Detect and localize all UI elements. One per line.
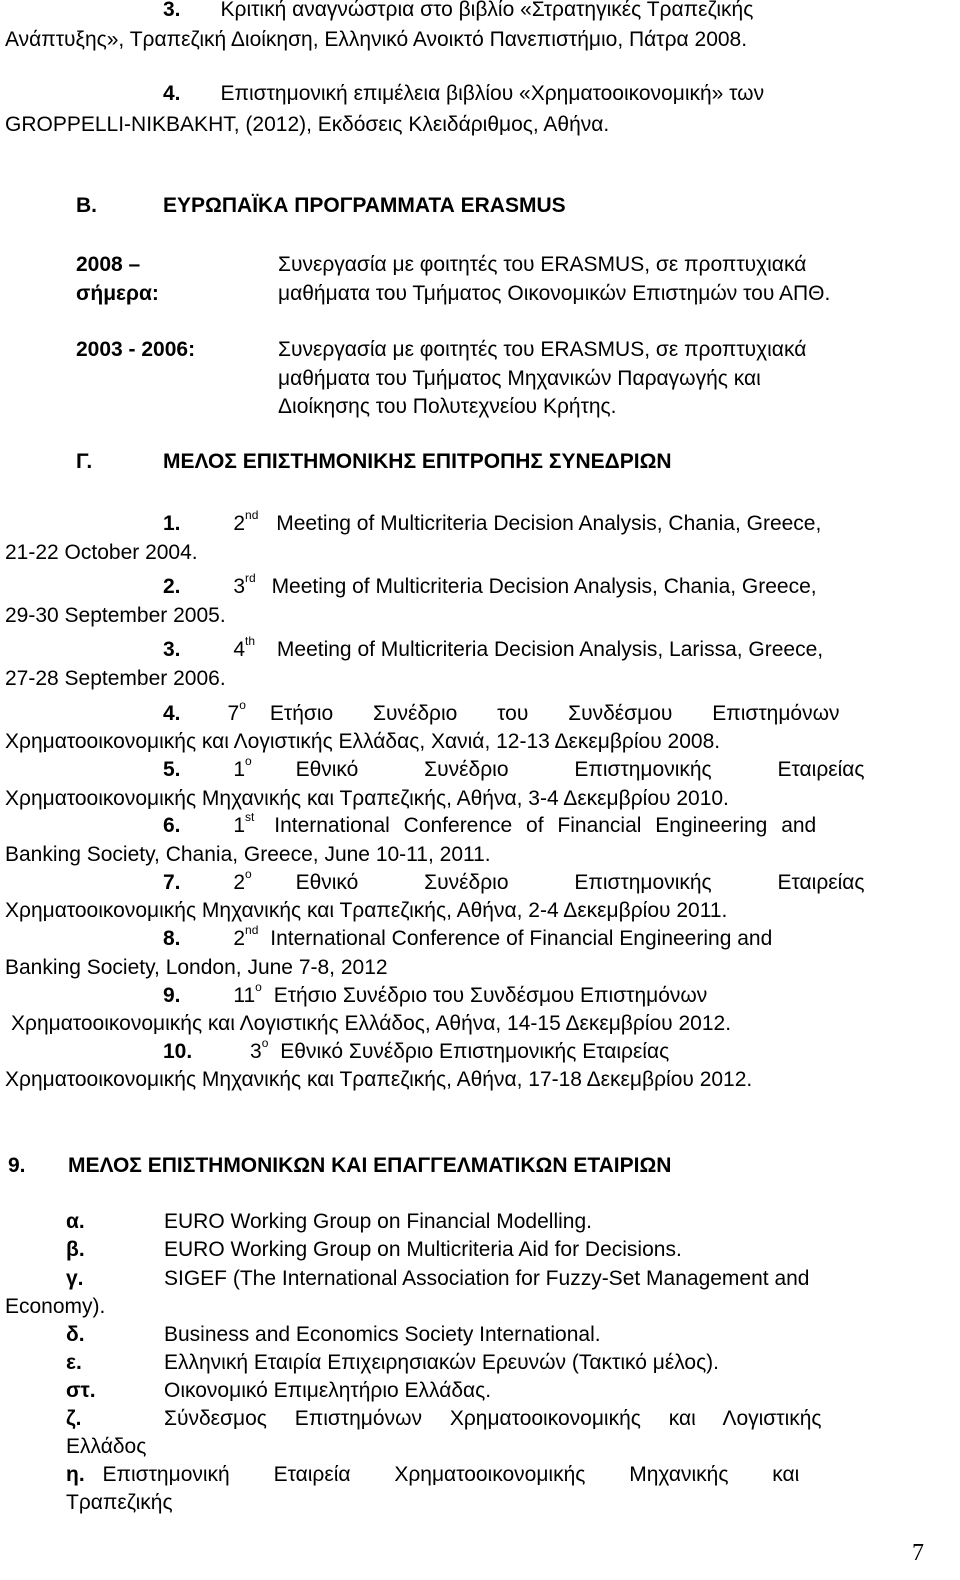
conference-title: Εθνικό Συνέδριο Επιστημονικής Εταιρείας	[280, 1040, 670, 1063]
ordinal-suffix: th	[245, 634, 256, 648]
ordinal-suffix: st	[245, 810, 255, 824]
erasmus-period-2: 2003 - 2006:	[76, 338, 196, 361]
membership-text: Οικονομικό Επιμελητήριο Ελλάδας.	[164, 1379, 492, 1402]
section-9-number: 9.	[8, 1154, 26, 1177]
conference-item-6	[163, 810, 928, 839]
conference-number: 2.	[163, 575, 181, 598]
top-item-4-line1	[163, 81, 928, 107]
conference-ordinal: 2	[233, 871, 246, 894]
conference-number: 3.	[163, 638, 181, 661]
top-item-3-line1	[163, 0, 928, 23]
conference-item-10-line2: Χρηματοοικονομικής Μηχανικής και Τραπεζικής, Αθήνα, 17-18 Δεκεμβρίου 2012.	[5, 1068, 753, 1091]
conference-title: Meeting of Multicriteria Decision Analysis, Larissa, Greece,	[276, 638, 824, 661]
membership-text-justified: Σύνδεσμος Επιστημόνων Χρηματοοικονομικής και Λογιστικής	[164, 1407, 822, 1430]
conference-ordinal: 2	[233, 927, 246, 950]
erasmus-text-2-line1: Συνεργασία με φοιτητές του ERASMUS, σε προπτυχιακά	[278, 338, 807, 361]
conference-title: International Conference of Financial Engineering and	[274, 814, 817, 837]
conference-ordinal: 1	[233, 814, 246, 837]
membership-text-continued: Ελλάδος	[66, 1435, 147, 1458]
section-b-letter: Β.	[76, 194, 97, 217]
conference-number: 6.	[163, 814, 181, 837]
top-item-3-number: 3.	[163, 0, 181, 21]
conference-ordinal: 1	[233, 758, 246, 781]
conference-number: 10.	[163, 1040, 193, 1063]
conference-ordinal: 7	[227, 702, 240, 725]
membership-label: ε.	[66, 1351, 82, 1374]
conference-item-4	[163, 698, 928, 727]
top-item-4-line2: GROPPELLI-ΝΙΚΒΑΚΗΤ, (2012), Εκδόσεις Κλειδάριθμος, Αθήνα.	[5, 113, 610, 136]
conference-title: International Conference of Financial Engineering and	[270, 927, 773, 950]
ordinal-suffix: ο	[245, 867, 252, 881]
conference-item-2-line2: 29-30 September 2005.	[5, 604, 226, 627]
ordinal-suffix: rd	[245, 571, 256, 585]
erasmus-period-1-line1: 2008 –	[76, 253, 141, 276]
top-item-4-number: 4.	[163, 82, 181, 105]
membership-text: Business and Economics Society International.	[164, 1323, 601, 1346]
membership-label: β.	[66, 1238, 85, 1261]
conference-number: 8.	[163, 927, 181, 950]
membership-text: Ελληνική Εταιρία Επιχειρησιακών Ερευνών (Τακτικό μέλος).	[164, 1351, 720, 1374]
ordinal-suffix: nd	[245, 923, 259, 937]
membership-text-continued: Economy).	[5, 1295, 106, 1318]
conference-title: Ετήσιο Συνέδριο του Συνδέσμου Επιστημόνων	[273, 984, 708, 1007]
ordinal-suffix: ο	[245, 754, 252, 768]
page-number: 7	[912, 1540, 924, 1566]
conference-item-5-line2: Χρηματοοικονομικής Μηχανικής και Τραπεζικής, Αθήνα, 3-4 Δεκεμβρίου 2010.	[5, 787, 729, 810]
ordinal-suffix: ο	[255, 980, 262, 994]
top-item-3-text: Κριτική αναγνώστρια στο βιβλίο «Στρατηγικές Τραπεζικής	[220, 0, 754, 21]
membership-text: EURO Working Group on Multicriteria Aid for Decisions.	[164, 1238, 682, 1261]
conference-title: Εθνικό Συνέδριο Επιστημονικής Εταιρείας	[295, 758, 865, 781]
membership-label: α.	[66, 1210, 85, 1233]
conference-item-1-line2: 21-22 October 2004.	[5, 541, 198, 564]
ordinal-suffix: ο	[261, 1036, 269, 1050]
membership-text: EURO Working Group on Financial Modelling.	[164, 1210, 592, 1233]
conference-item-10	[163, 1036, 670, 1065]
conference-item-7	[163, 867, 928, 896]
membership-label: δ.	[66, 1323, 85, 1346]
membership-text: Επιστημονική Εταιρεία Χρηματοοικονομικής Μηχανικής και	[102, 1463, 800, 1486]
conference-item-4-line2: Χρηματοοικονομικής και Λογιστικής Ελλάδας, Χανιά, 12-13 Δεκεμβρίου 2008.	[5, 730, 721, 753]
conference-item-9-line2: Χρηματοοικονομικής και Λογιστικής Ελλάδος, Αθήνα, 14-15 Δεκεμβρίου 2012.	[11, 1012, 732, 1035]
conference-ordinal: 3	[233, 575, 246, 598]
membership-label: ζ.	[66, 1407, 82, 1430]
membership-text: SIGEF (The International Association for Fuzzy-Set Management and	[164, 1267, 810, 1290]
conference-item-7-line2: Χρηματοοικονομικής Μηχανικής και Τραπεζικής, Αθήνα, 2-4 Δεκεμβρίου 2011.	[5, 899, 728, 922]
section-g-title: ΜΕΛΟΣ ΕΠΙΣΤΗΜΟΝΙΚΗΣ ΕΠΙΤΡΟΠΗΣ ΣΥΝΕΔΡΙΩΝ	[163, 450, 672, 473]
membership-item-h	[66, 1462, 799, 1488]
erasmus-text-2-line2: μαθήματα του Τμήματος Μηχανικών Παραγωγής και	[278, 367, 761, 390]
top-item-4-text: Επιστημονική επιμέλεια βιβλίου «Χρηματοοικονομική» των	[220, 82, 765, 105]
membership-label: η.	[66, 1463, 85, 1486]
conference-number: 4.	[163, 702, 181, 725]
section-g-letter: Γ.	[76, 450, 93, 473]
section-9-title: ΜΕΛΟΣ ΕΠΙΣΤΗΜΟΝΙΚΩΝ ΚΑΙ ΕΠΑΓΓΕΛΜΑΤΙΚΩΝ ΕΤΑΙΡΙΩΝ	[68, 1154, 672, 1177]
conference-number: 5.	[163, 758, 181, 781]
conference-ordinal: 4	[233, 638, 246, 661]
conference-item-3-line2: 27-28 September 2006.	[5, 667, 226, 690]
conference-ordinal: 2	[233, 512, 246, 535]
conference-title: Ετήσιο Συνέδριο του Συνδέσμου Επιστημόνων	[269, 702, 840, 725]
conference-item-6-line2: Banking Society, Chania, Greece, June 10-11, 2011.	[5, 843, 491, 866]
ordinal-suffix: nd	[245, 508, 259, 522]
membership-text-continued: Τραπεζικής	[66, 1491, 173, 1514]
erasmus-text-2-line3: Διοίκησης του Πολυτεχνείου Κρήτης.	[278, 395, 617, 418]
membership-text	[164, 1406, 928, 1432]
conference-number: 1.	[163, 512, 181, 535]
membership-label: στ.	[66, 1379, 96, 1402]
conference-item-8-line2: Banking Society, London, June 7-8, 2012	[5, 956, 388, 979]
conference-item-3	[163, 634, 824, 663]
conference-title: Meeting of Multicriteria Decision Analysis, Chania, Greece,	[271, 575, 817, 598]
erasmus-text-1-line1: Συνεργασία με φοιτητές του ERASMUS, σε προπτυχιακά	[278, 253, 807, 276]
conference-item-8	[163, 923, 773, 952]
membership-label: γ.	[66, 1267, 84, 1290]
conference-item-1	[163, 508, 822, 537]
conference-number: 9.	[163, 984, 181, 1007]
conference-item-2	[163, 571, 817, 600]
conference-ordinal: 3	[250, 1040, 262, 1063]
section-b-title: ΕΥΡΩΠΑΪΚΑ ΠΡΟΓΡΑΜΜΑΤΑ ERASMUS	[163, 194, 566, 217]
conference-item-9	[163, 980, 708, 1009]
conference-ordinal: 11	[233, 984, 256, 1007]
conference-item-5	[163, 754, 928, 783]
erasmus-period-1-line2: σήμερα:	[76, 282, 159, 305]
conference-number: 7.	[163, 871, 181, 894]
conference-title: Meeting of Multicriteria Decision Analysis, Chania, Greece,	[276, 512, 822, 535]
ordinal-suffix: ο	[239, 698, 246, 712]
conference-title: Εθνικό Συνέδριο Επιστημονικής Εταιρείας	[295, 871, 865, 894]
top-item-3-line2: Ανάπτυξης», Τραπεζική Διοίκηση, Ελληνικό Ανοικτό Πανεπιστήμιο, Πάτρα 2008.	[5, 28, 748, 51]
erasmus-text-1-line2: μαθήματα του Τμήματος Οικονομικών Επιστημών του ΑΠΘ.	[278, 282, 831, 305]
